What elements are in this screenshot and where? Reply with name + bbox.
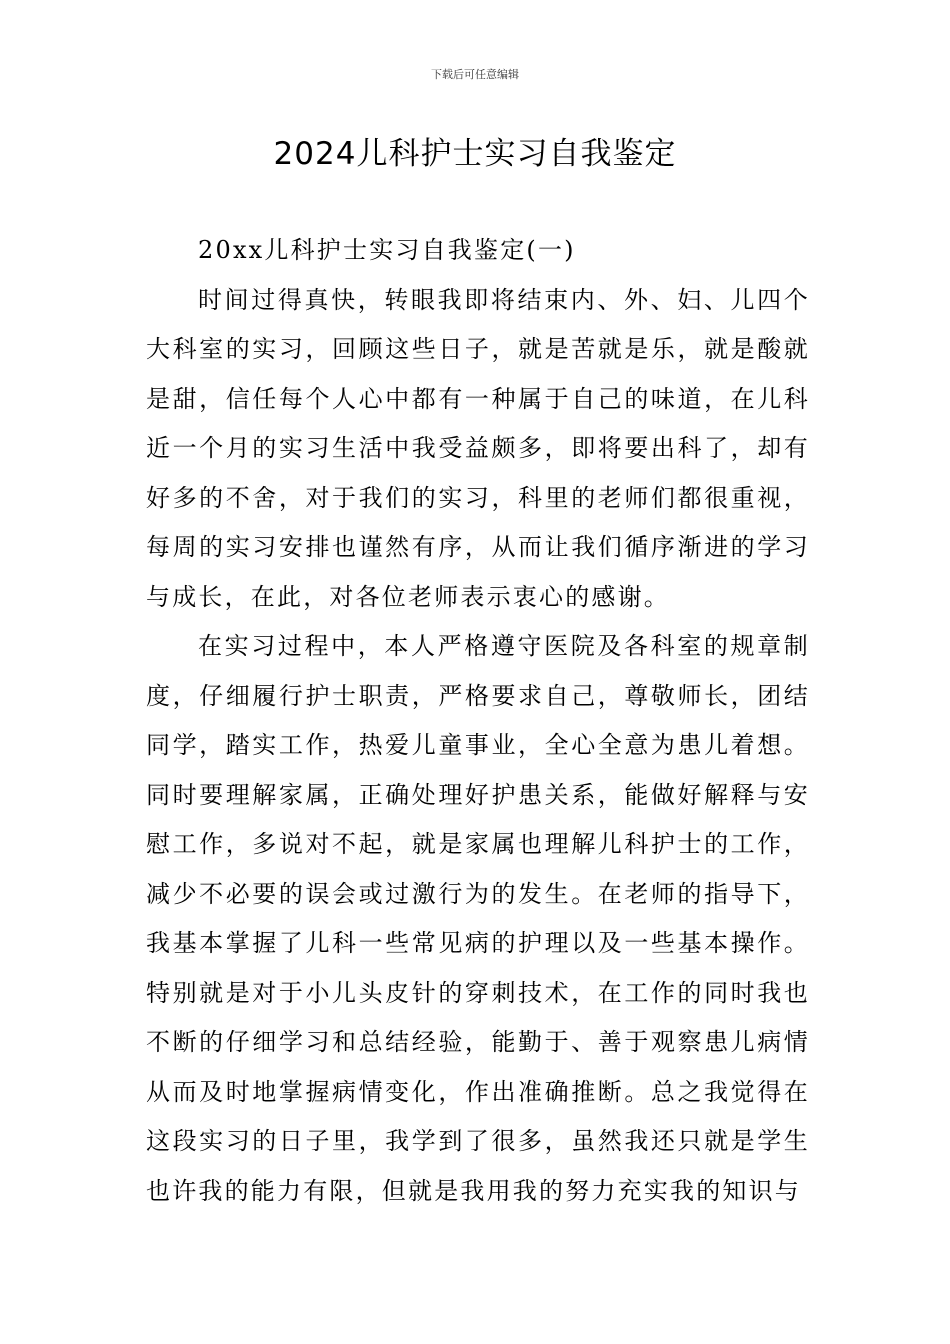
paragraph: 在实习过程中，本人严格遵守医院及各科室的规章制度，仔细履行护士职责，严格要求自己，尊敬师长，团结同学，踏实工作，热爱儿童事业，全心全意为患儿着想。同时要理解家属，正确处理好护患关系，能做好解释与安慰工作，多说对不起，就是家属也理解儿科护士的工作，减少不必要的误会或过激行为的发生。在老师的指导下，我基本掌握了儿科一些常见病的护理以及一些基本操作。特别就是对于小儿头皮针的穿刺技术，在工作的同时我也不断的仔细学习和总结经验，能勤于、善于观察患儿病情从而及时地掌握病情变化，作出准确推断。总之我觉得在这段实习的日子里，我学到了很多，虽然我还只就是学生也许我的能力有限，但就是我用我的努力充实我的知识与	[146, 632, 810, 1205]
paragraph: 时间过得真快，转眼我即将结束内、外、妇、儿四个大科室的实习，回顾这些日子，就是苦就是乐，就是酸就是甜，信任每个人心中都有一种属于自己的味道，在儿科近一个月的实习生活中我受益颇多，即将要出科了，却有好多的不舍，对于我们的实习，科里的老师们都很重视，每周的实习安排也谨然有序，从而让我们循序渐进的学习与成长，在此，对各位老师表示衷心的感谢。	[146, 285, 810, 611]
document-title: 2024儿科护士实习自我鉴定	[273, 136, 677, 172]
header-note: 下载后可任意编辑	[431, 68, 519, 81]
document-body	[146, 226, 810, 1216]
section-heading: 20xx儿科护士实习自我鉴定(一)	[198, 236, 576, 264]
